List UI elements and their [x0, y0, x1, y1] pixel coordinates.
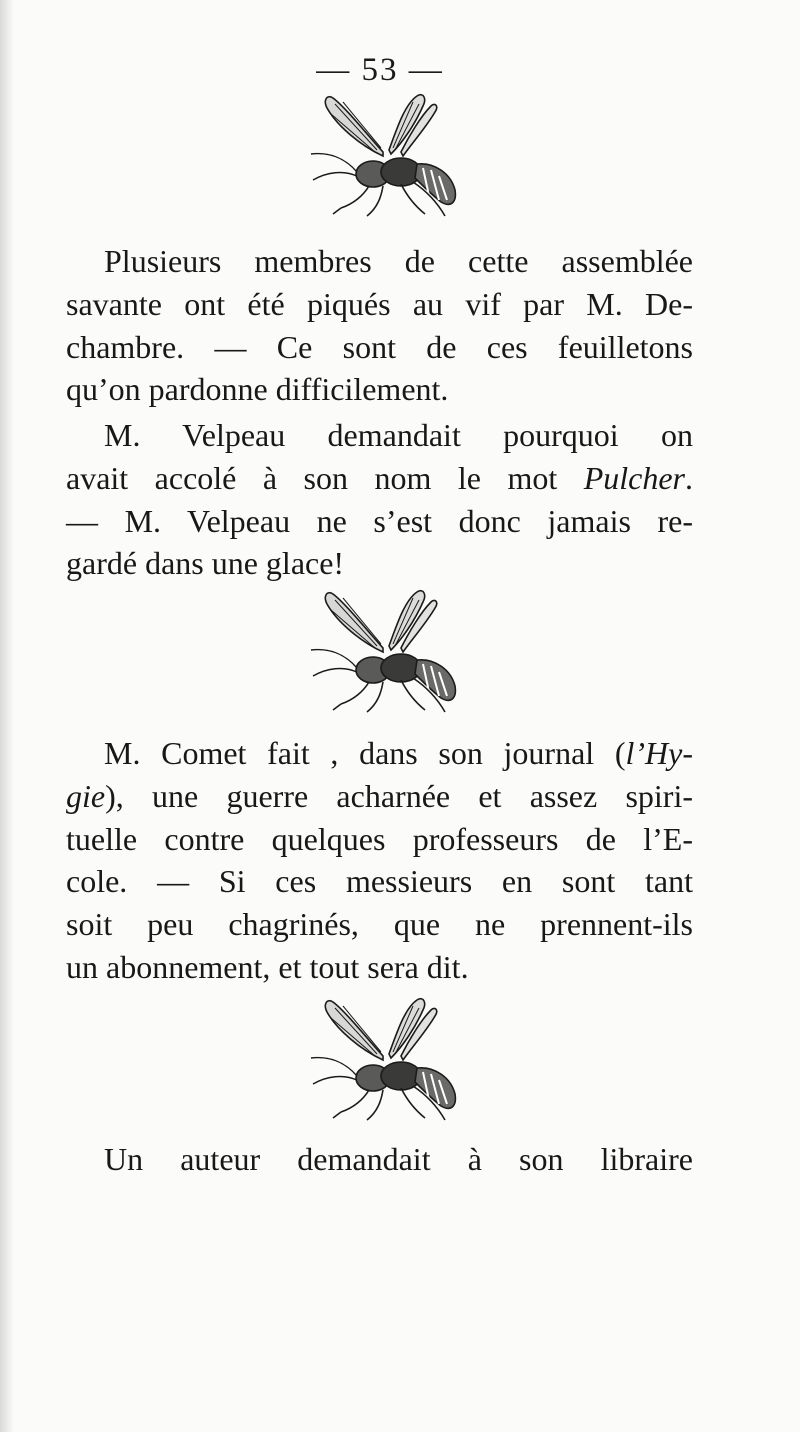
text-line: soit peu chagrinés, que ne prennent-ils	[66, 906, 693, 943]
text-line	[66, 775, 693, 818]
text-segment: ), une guerre acharnée et assez spiri-	[105, 777, 693, 814]
text-line	[66, 732, 693, 775]
italic-word: gie	[66, 777, 106, 814]
text-line: un abonnement, et tout sera dit.	[66, 948, 469, 985]
wasp-icon	[305, 92, 475, 222]
text-line: Un auteur demandait à son libraire	[104, 1141, 693, 1177]
page-number: — 53 —	[316, 52, 444, 88]
wasp-icon	[305, 996, 475, 1126]
text-line: tuelle contre quelques professeurs de l’E-	[66, 820, 693, 857]
wasp-icon	[305, 588, 475, 718]
text-line: cole. — Si ces messieurs en sont tant	[66, 863, 693, 900]
text-line: chambre. — Ce sont de ces feuilletons	[66, 328, 693, 365]
italic-word: Pulcher	[583, 459, 685, 496]
text-segment: .	[685, 459, 693, 496]
text-line: gardé dans une glace!	[66, 545, 345, 582]
text-line: M. Velpeau demandait pourquoi on	[104, 417, 693, 453]
italic-word: l’Hy-	[625, 735, 693, 771]
paragraph-auteur	[66, 1138, 693, 1181]
text-line: — M. Velpeau ne s’est donc jamais re-	[66, 502, 693, 539]
text-line: savante ont été piqués au vif par M. De-	[66, 285, 693, 322]
page-edge-shadow	[0, 0, 14, 1432]
paragraph-velpeau	[66, 414, 693, 585]
text-segment: avait accolé à son nom le mot	[66, 459, 584, 496]
text-segment: M. Comet fait , dans son journal (	[104, 735, 626, 771]
paragraph-comet	[66, 732, 693, 989]
text-line	[66, 457, 693, 500]
paragraph-assemblee	[66, 240, 693, 411]
text-line: Plusieurs membres de cette assemblée	[104, 243, 693, 279]
text-line: qu’on pardonne difficilement.	[66, 371, 449, 408]
